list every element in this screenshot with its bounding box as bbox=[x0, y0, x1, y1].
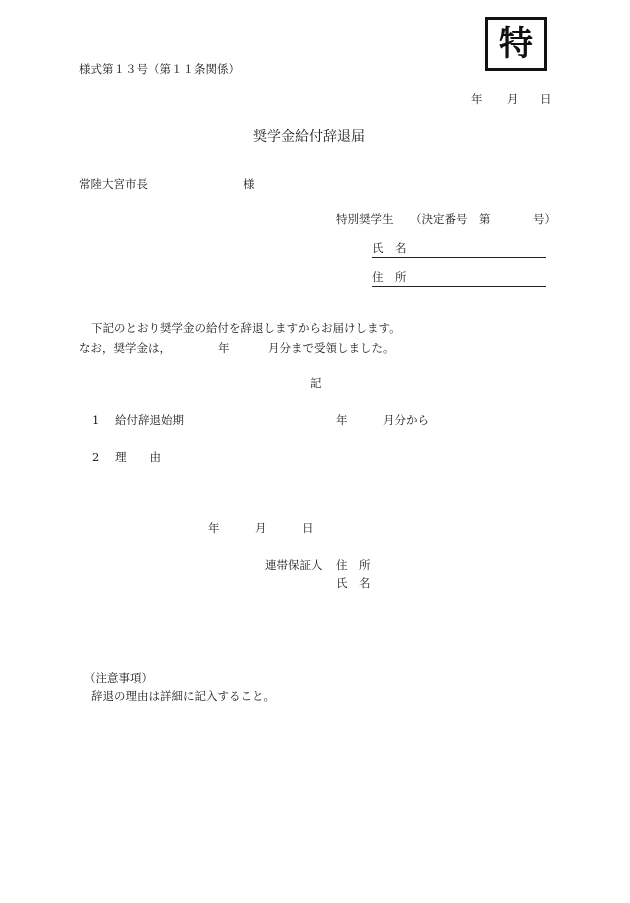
decision-number-prefix: （決定番号 第 bbox=[410, 212, 491, 226]
ki-marker: 記 bbox=[310, 376, 322, 390]
date-bottom-year: 年 bbox=[208, 521, 220, 535]
date-top-month: 月 bbox=[507, 92, 519, 106]
applicant-name-line bbox=[372, 257, 546, 258]
body-line-1: 下記のとおり奨学金の給付を辞退しますからお届けします。 bbox=[91, 321, 401, 335]
decision-number-suffix: 号） bbox=[533, 212, 556, 226]
notes-heading: （注意事項） bbox=[84, 671, 153, 685]
item-2-number: 2 bbox=[92, 450, 100, 464]
document-title: 奨学金給付辞退届 bbox=[253, 129, 365, 145]
guarantor-label: 連帯保証人 bbox=[265, 558, 323, 572]
addressee-name: 常陸大宮市長 bbox=[79, 177, 148, 191]
guarantor-name-label: 氏 名 bbox=[336, 576, 371, 590]
notes-text: 辞退の理由は詳細に記入すること。 bbox=[91, 689, 275, 703]
applicant-address-line bbox=[372, 286, 546, 287]
guarantor-address-label: 住 所 bbox=[336, 558, 371, 572]
date-top-year: 年 bbox=[471, 92, 483, 106]
date-bottom-month: 月 bbox=[255, 521, 267, 535]
form-number: 様式第１３号（第１１条関係） bbox=[79, 62, 240, 76]
item-1-number: 1 bbox=[92, 413, 100, 427]
item-2-label: 理 由 bbox=[115, 450, 161, 464]
body-line-2-prefix: なお，奨学金は， bbox=[79, 341, 171, 355]
special-stamp bbox=[485, 17, 547, 71]
body-line-2-year: 年 bbox=[218, 341, 230, 355]
item-1-year: 年 bbox=[336, 413, 348, 427]
body-line-2-suffix: 月分まで受領しました。 bbox=[268, 341, 395, 355]
applicant-address-label: 住 所 bbox=[372, 270, 407, 284]
date-top-day: 日 bbox=[540, 92, 552, 106]
date-bottom-day: 日 bbox=[302, 521, 314, 535]
stamp-char: 特 bbox=[499, 24, 533, 64]
applicant-name-label: 氏 名 bbox=[372, 241, 407, 255]
addressee-honorific: 様 bbox=[243, 177, 255, 191]
item-1-label: 給付辞退始期 bbox=[115, 413, 184, 427]
applicant-label: 特別奨学生 bbox=[336, 212, 394, 226]
item-1-suffix: 月分から bbox=[383, 413, 429, 427]
